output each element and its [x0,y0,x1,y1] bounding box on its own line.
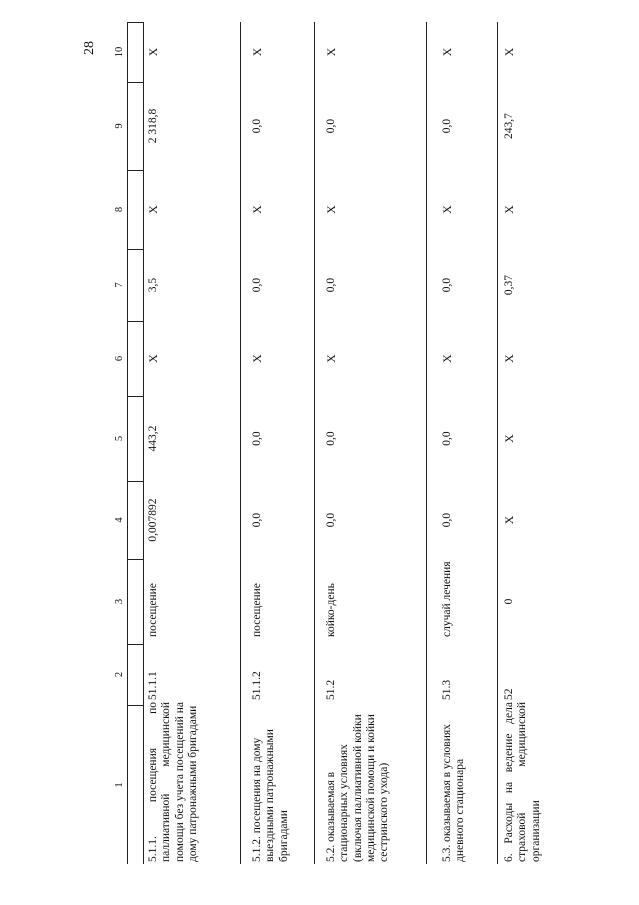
row-value: 3,5 [147,277,159,293]
row-code: 51.1.1 [147,671,159,700]
row-value: 0,007892 [147,498,159,542]
table-border-line [497,22,498,864]
column-header: 3 [114,598,125,605]
row-value: X [502,205,516,214]
row-value: 0,0 [441,277,453,293]
row-value: 0,0 [251,118,263,134]
row-name: 5.1.1. посещения по паллиативной медицинской помощи без учета посещений на дому патронажными бригадами [147,702,199,862]
table-border-line [127,644,143,645]
row-code: 51.1.2 [251,671,263,700]
row-code: 51.3 [441,679,453,700]
row-value: 0,0 [251,512,263,528]
table-border-line [127,82,143,83]
row-code: 51.2 [325,679,337,700]
column-header: 7 [114,282,125,288]
table-border-line [127,249,143,250]
row-value: 0,0 [325,431,337,446]
column-header: 8 [114,206,125,213]
column-header: 1 [114,782,125,788]
row-value: X [250,205,264,214]
row-value: X [440,47,454,57]
table-border-line [127,321,143,322]
row-value: X [440,205,454,214]
row-unit: случай лечения [441,561,453,637]
row-value: X [502,434,516,443]
column-header: 4 [114,517,125,523]
row-value: X [502,354,516,363]
row-value: X [250,47,264,57]
row-name: 5.3. оказываемая в условиях дневного стационара [441,724,467,862]
table-border-line [127,22,143,23]
table-border-line [127,559,143,560]
row-value: 0,0 [251,431,263,446]
row-value: X [324,47,338,57]
row-name: 5.2. оказываемая в стационарных условиях (включая паллиативной койки медицинской помощи и койки сестринского ухода) [325,714,391,862]
table-border-line [127,481,143,482]
row-value: X [324,205,338,214]
column-header: 6 [114,355,125,362]
table-border-line [240,22,241,864]
table-border-line [314,22,315,864]
row-value: 443,2 [147,425,159,452]
row-value: 0,0 [441,512,453,528]
row-value: 0,0 [441,431,453,446]
row-value: 2 318,8 [147,108,159,144]
row-value: 0,0 [325,118,337,134]
column-header: 5 [114,435,125,442]
row-value: 243,7 [503,113,515,139]
row-unit: посещение [251,583,263,637]
row-code: 52 [503,688,515,700]
row-value: X [146,47,160,57]
column-header: 9 [114,123,125,129]
row-value: 0,37 [503,274,515,296]
row-unit: посещение [147,583,159,637]
row-value: X [324,354,338,363]
page-number: 28 [82,41,97,55]
row-value: X [146,354,160,363]
row-unit: 0 [503,598,515,605]
row-value: X [440,354,454,363]
table-border-line [127,22,128,864]
table-border-line [143,22,144,864]
table-border-line [127,396,143,397]
row-value: 0,0 [441,118,453,134]
row-name: 5.1.2. посещения на дому выездными патронажными бригадами [251,729,290,862]
row-value: 0,0 [325,277,337,293]
table-border-line [127,170,143,171]
row-value: 0,0 [325,512,337,528]
row-value: 0,0 [251,277,263,293]
row-value: X [250,354,264,363]
row-value: X [502,515,516,525]
column-header: 2 [114,671,125,678]
row-value: X [146,205,160,214]
table-border-line [426,22,427,864]
row-unit: койко-день [325,583,337,637]
column-header: 10 [114,46,125,58]
table-border-line [127,705,143,706]
row-name: 6. Расходы на ведение дела страховой медицинской организации [503,702,542,862]
row-value: X [502,47,516,57]
